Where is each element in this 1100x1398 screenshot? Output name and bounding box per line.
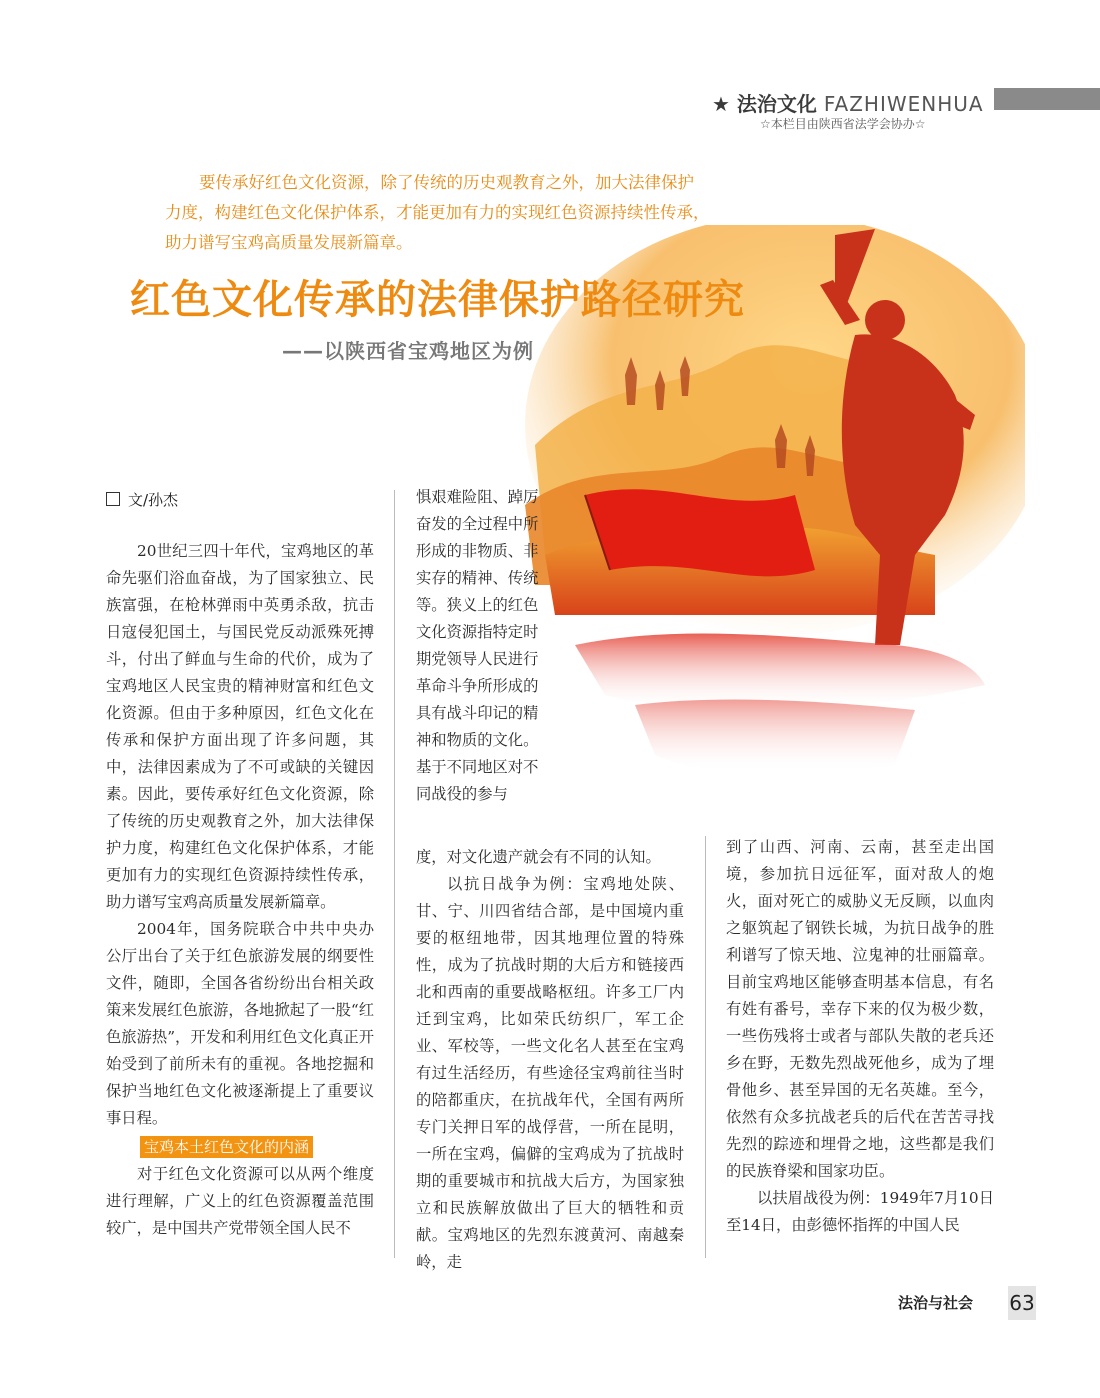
author-name: 文/孙杰 xyxy=(128,491,179,509)
header-bar xyxy=(994,88,1100,110)
paragraph: 以扶眉战役为例：1949年7月10日至14日，由彭德怀指挥的中国人民 xyxy=(726,1189,994,1234)
paragraph: 2004年，国务院联合中共中央办公厅出台了关于红色旅游发展的纲要性文件，随即，全国各省纷纷出台相关政策来发展红色旅游，各地掀起了一股“红色旅游热”，开发和利用红色文化真正开始受到了前所未有的重视。各地挖掘和保护当地红色文化被逐渐提上了重要议事日程。 xyxy=(106,920,374,1127)
section-heading: 宝鸡本土红色文化的内涵 xyxy=(140,1136,313,1158)
paragraph: 以抗日战争为例：宝鸡地处陕、甘、宁、川四省结合部，是中国境内重要的枢纽地带，因其地理位置的特殊性，成为了抗战时期的大后方和链接西北和西南的重要战略枢纽。许多工厂内迁到宝鸡，比如荣氏纺织厂，军工企业、军校等，一些文化名人甚至在宝鸡有过生活经历，有些途径宝鸡前往当时的陪都重庆，在抗战年代，全国有两所专门关押日军的战俘营，一所在昆明，一所在宝鸡，偏僻的宝鸡成为了抗战时期的重要城市和抗战大后方，为国家独立和民族解放做出了巨大的牺牲和贡献。宝鸡地区的先烈东渡黄河、南越秦岭，走 xyxy=(416,875,684,1271)
star-icon: ★ xyxy=(712,92,730,116)
magazine-name: 法治与社会 xyxy=(898,1294,974,1312)
article-title: 红色文化传承的法律保护路径研究 xyxy=(130,277,745,323)
column-2 xyxy=(416,844,684,1276)
paragraph: 20世纪三四十年代，宝鸡地区的革命先驱们浴血奋战，为了国家独立、民族富强，在枪林弹雨中英勇杀敌，抗击日寇侵犯国土，与国民党反动派殊死搏斗，付出了鲜血与生命的代价，成为了宝鸡地区人民宝贵的精神财富和红色文化资源。但由于多种原因，红色文化在传承和保护方面出现了许多问题，其中，法律因素成为了不可或缺的关键因素。因此，要传承好红色文化资源，除了传统的历史观教育之外，加大法律保护力度，构建红色文化保护体系，才能更加有力的实现红色资源持续性传承，助力谱写宝鸡高质量发展新篇章。 xyxy=(106,542,374,911)
column-1 xyxy=(106,538,374,1242)
article-subtitle: ——以陕西省宝鸡地区为例 xyxy=(282,339,534,363)
paragraph: 惧艰难险阻、踔厉奋发的全过程中所形成的非物质、非实存的精神、传统等。狭义上的红色文化资源指特定时期党领导人民进行革命斗争所形成的具有战斗印记的精神和物质的文化。基于不同地区对不同战役的参与 xyxy=(416,488,539,803)
column-divider xyxy=(394,490,395,1258)
paragraph: 对于红色文化资源可以从两个维度进行理解，广义上的红色资源覆盖范围较广，是中国共产党带领全国人民不 xyxy=(106,1165,374,1237)
intro-abstract: 要传承好红色文化资源，除了传统的历史观教育之外，加大法律保护力度，构建红色文化保护体系，才能更加有力的实现红色资源持续性传承，助力谱写宝鸡高质量发展新篇章。 xyxy=(165,173,710,252)
section-title-en: FAZHIWENHUA xyxy=(823,92,984,116)
author-line xyxy=(106,489,178,510)
paragraph: 度，对文化遗产就会有不同的认知。 xyxy=(416,848,661,866)
column-divider xyxy=(705,836,706,1258)
section-title xyxy=(712,88,992,117)
square-icon xyxy=(106,492,120,506)
page-number: 63 xyxy=(1008,1286,1036,1320)
column-2-narrow xyxy=(416,484,540,808)
paragraph: 到了山西、河南、云南，甚至走出国境，参加抗日远征军，面对敌人的炮火，面对死亡的威胁义无反顾，以血肉之躯筑起了钢铁长城，为抗日战争的胜利谱写了惊天地、泣鬼神的壮丽篇章。目前宝鸡地区能够查明基本信息，有名有姓有番号，幸存下来的仅为极少数，一些伤残将士或者与部队失散的老兵还乡在野，无数先烈战死他乡，成为了埋骨他乡、甚至异国的无名英雄。至今，依然有众多抗战老兵的后代在苦苦寻找先烈的踪迹和埋骨之地，这些都是我们的民族脊梁和国家功臣。 xyxy=(726,838,994,1180)
section-title-cn: 法治文化 xyxy=(736,92,817,116)
sponsor-note: ☆本栏目由陕西省法学会协办☆ xyxy=(760,117,926,131)
column-3 xyxy=(726,834,994,1239)
